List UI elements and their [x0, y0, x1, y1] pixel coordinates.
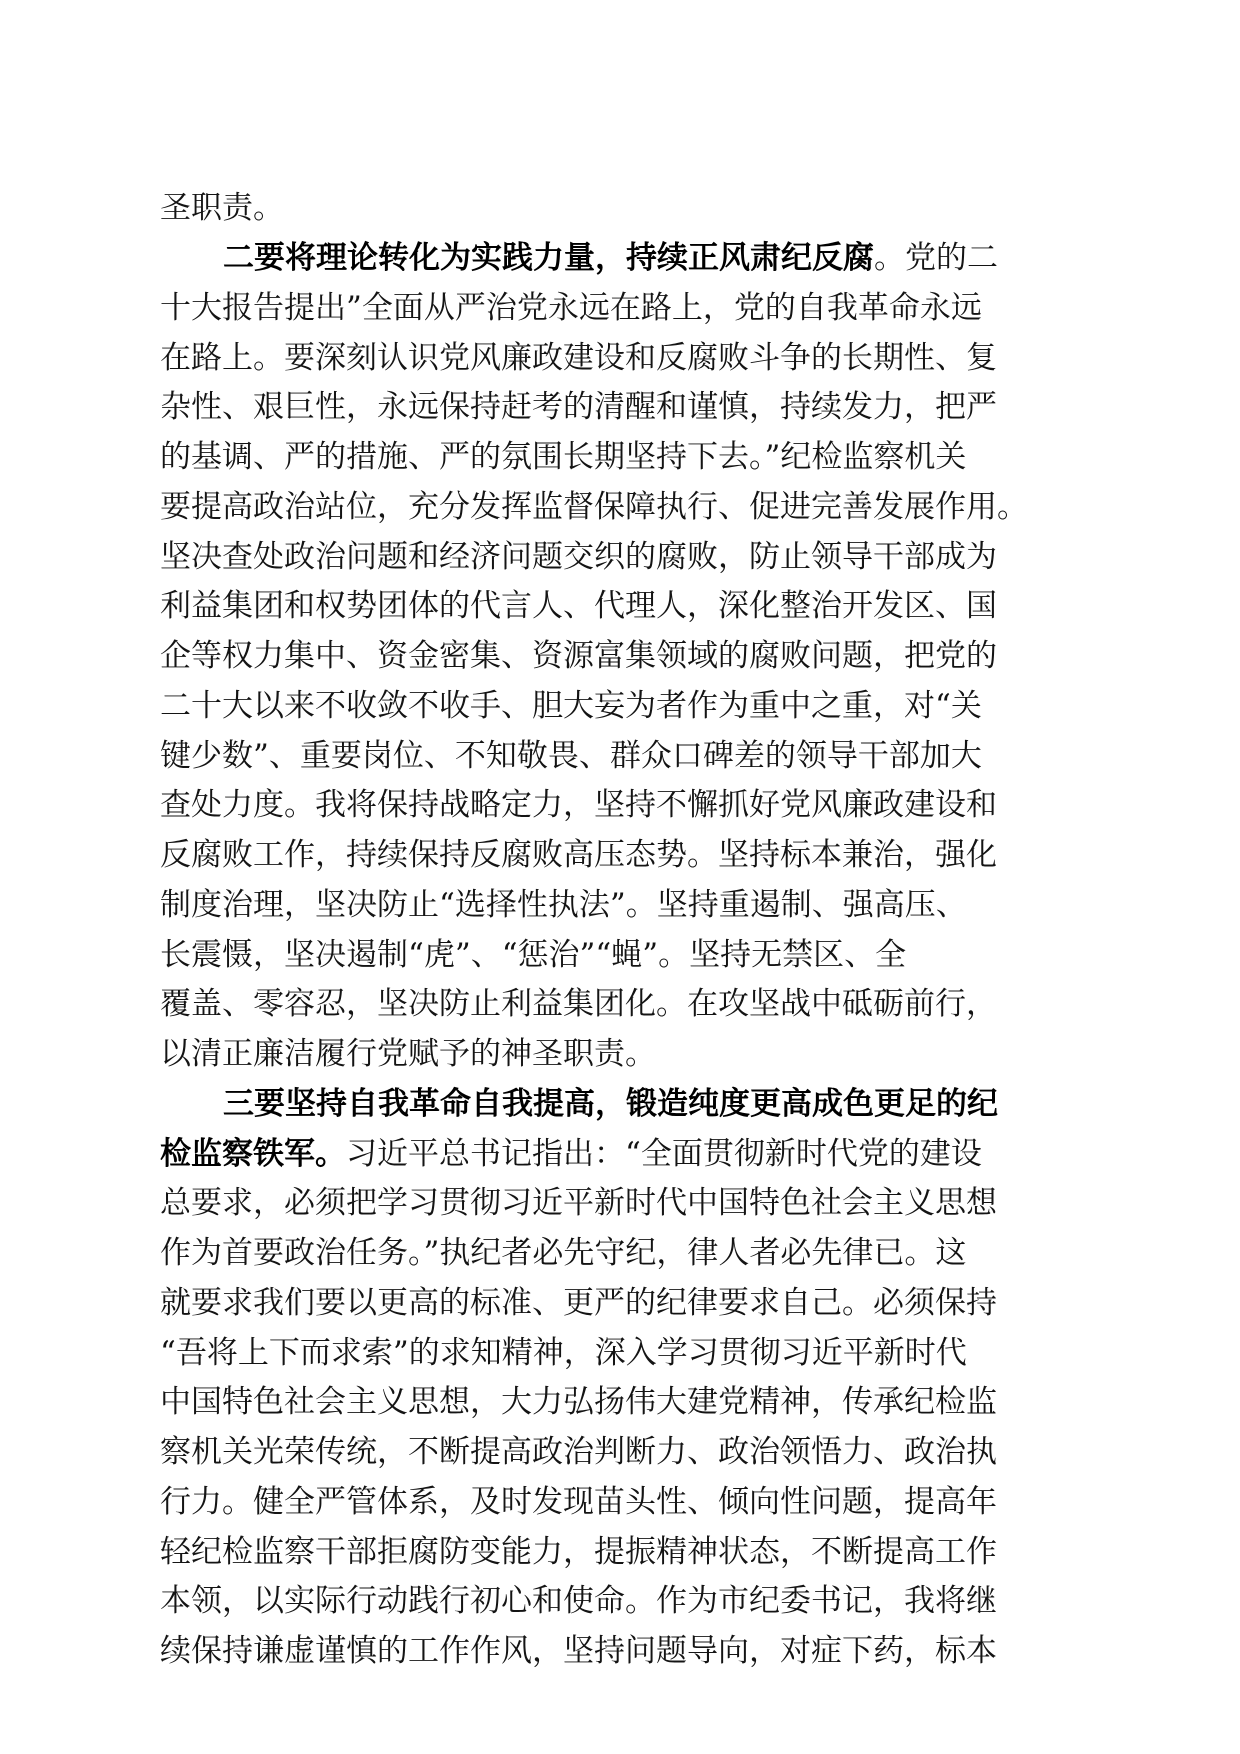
- text-line: [223, 1080, 998, 1129]
- text-line: 杂性、艰巨性，永远保持赶考的清醒和谨慎，持续发力，把严: [160, 389, 997, 425]
- text-line: 要提高政治站位，充分发挥监督保障执行、促进完善发展作用。: [160, 489, 1028, 525]
- text-line: 长震慑，坚决遏制“虎”、“惩治”“蝇”。坚持无禁区、全: [160, 937, 907, 973]
- text-line: 企等权力集中、资金密集、资源富集领域的腐败问题，把党的: [160, 638, 997, 674]
- text-line: 行力。健全严管体系，及时发现苗头性、倾向性问题，提高年: [160, 1484, 997, 1520]
- text-line: 坚决查处政治问题和经济问题交织的腐败，防止领导干部成为: [160, 539, 997, 575]
- text-line: 反腐败工作，持续保持反腐败高压态势。坚持标本兼治，强化: [160, 837, 997, 873]
- text-line: 本领，以实际行动践行初心和使命。作为市纪委书记，我将继: [160, 1583, 997, 1619]
- text-line: 利益集团和权势团体的代言人、代理人，深化整治开发区、国: [160, 588, 997, 624]
- text-line: 的基调、严的措施、严的氛围长期坚持下去。”纪检监察机关: [160, 439, 967, 475]
- text-line: 续保持谦虚谨慎的工作作风，坚持问题导向，对症下药，标本: [160, 1633, 997, 1669]
- text-line: 总要求，必须把学习贯彻习近平新时代中国特色社会主义思想: [160, 1185, 997, 1221]
- text-line: 覆盖、零容忍，坚决防止利益集团化。在攻坚战中砥砺前行，: [160, 986, 997, 1022]
- text-line: 察机关光荣传统，不断提高政治判断力、政治领悟力、政治执: [160, 1434, 997, 1470]
- text-line: 就要求我们要以更高的标准、更严的纪律要求自己。必须保持: [160, 1285, 997, 1321]
- paragraph-heading: 三要坚持自我革命自我提高，锻造纯度更高成色更足的纪: [223, 1086, 998, 1122]
- text-line: 二十大以来不收敛不收手、胆大妄为者作为重中之重，对“关: [160, 688, 982, 724]
- text-line: 中国特色社会主义思想，大力弘扬伟大建党精神，传承纪检监: [160, 1384, 997, 1420]
- text-line: 十大报告提出”全面从严治党永远在路上，党的自我革命永远: [160, 290, 982, 326]
- text-line: 二要将理论转化为实践力量，持续正风肃纪反腐。党的二: [223, 240, 998, 276]
- text-line: “吾将上下而求索”的求知精神，深入学习贯彻习近平新时代: [160, 1335, 967, 1371]
- paragraph-heading: 检监察铁军。: [160, 1136, 346, 1172]
- text-line: 查处力度。我将保持战略定力，坚持不懈抓好党风廉政建设和: [160, 787, 997, 823]
- text-line: 圣职责。: [160, 190, 284, 226]
- paragraph-heading: 二要将理论转化为实践力量，持续正风肃纪反腐: [223, 240, 874, 276]
- text-line: 制度治理，坚决防止“选择性执法”。坚持重遏制、强高压、: [160, 887, 967, 923]
- text-line: 轻纪检监察干部拒腐防变能力，提振精神状态，不断提高工作: [160, 1534, 997, 1570]
- text-line: 检监察铁军。习近平总书记指出：“全面贯彻新时代党的建设: [160, 1136, 982, 1172]
- text-line: 在路上。要深刻认识党风廉政建设和反腐败斗争的长期性、复: [160, 340, 997, 376]
- text-line: 作为首要政治任务。”执纪者必先守纪，律人者必先律已。这: [160, 1235, 967, 1271]
- text-line: 以清正廉洁履行党赋予的神圣职责。: [160, 1036, 656, 1072]
- text-line: 键少数”、重要岗位、不知敬畏、群众口碑差的领导干部加大: [160, 738, 982, 774]
